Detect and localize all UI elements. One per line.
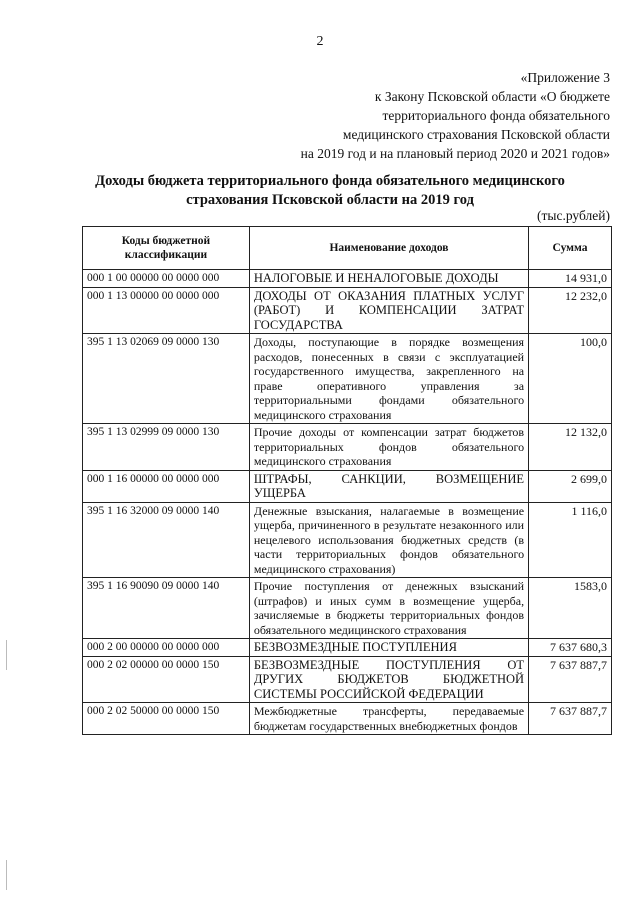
appendix-reference [301,68,610,163]
table-row [83,270,612,288]
appendix-line: территориального фонда обязательного [382,108,610,123]
row-code: 000 1 13 00000 00 0000 000 [83,287,250,334]
table-row [83,502,612,578]
row-sum: 1583,0 [529,578,612,639]
row-sum: 7 637 887,7 [529,703,612,735]
row-sum: 7 637 887,7 [529,656,612,703]
row-code: 395 1 16 32000 09 0000 140 [83,502,250,578]
appendix-line: на 2019 год и на плановый период 2020 и 2021 годов» [300,146,610,161]
row-code: 000 1 16 00000 00 0000 000 [83,470,250,502]
row-name: БЕЗВОЗМЕЗДНЫЕ ПОСТУПЛЕНИЯ ОТ ДРУГИХ БЮДЖЕТОВ БЮДЖЕТНОЙ СИСТЕМЫ РОССИЙСКОЙ ФЕДЕРАЦИИ [249,656,528,703]
row-sum: 12 232,0 [529,287,612,334]
title-line: Доходы бюджета территориального фонда обязательного медицинского [95,173,565,189]
row-code: 395 1 16 90090 09 0000 140 [83,578,250,639]
row-name: Прочие доходы от компенсации затрат бюджетов территориальных фондов обязательного медицинского страхования [249,424,528,471]
table-row [83,578,612,639]
row-sum: 14 931,0 [529,270,612,288]
row-code: 395 1 13 02999 09 0000 130 [83,424,250,471]
table-row [83,639,612,657]
header-code: Коды бюджетной классификации [83,227,250,270]
table-header-row [83,227,612,270]
income-table [82,226,612,735]
row-name: Доходы, поступающие в порядке возмещения расходов, понесенных в связи с эксплуатацией государственного имущества, закрепленного на праве оперативного управления за территориальными фондами обязательного медицинского страхования [249,334,528,424]
row-name: ШТРАФЫ, САНКЦИИ, ВОЗМЕЩЕНИЕ УЩЕРБА [249,470,528,502]
scan-edge-mark [6,860,7,890]
header-name: Наименование доходов [249,227,528,270]
row-name: Межбюджетные трансферты, передаваемые бюджетам государственных внебюджетных фондов [249,703,528,735]
scan-edge-mark [6,640,7,670]
row-name: Денежные взыскания, налагаемые в возмещение ущерба, причиненного в результате незаконного или нецелевого использования бюджетных средств (в части территориальных фондов обязательного медицинского страхования) [249,502,528,578]
row-name: НАЛОГОВЫЕ И НЕНАЛОГОВЫЕ ДОХОДЫ [249,270,528,288]
appendix-line: к Закону Псковской области «О бюджете [374,89,610,104]
row-sum: 1 116,0 [529,502,612,578]
row-code: 000 2 02 00000 00 0000 150 [83,656,250,703]
row-name: ДОХОДЫ ОТ ОКАЗАНИЯ ПЛАТНЫХ УСЛУГ (РАБОТ) И КОМПЕНСАЦИИ ЗАТРАТ ГОСУДАРСТВА [249,287,528,334]
row-code: 000 2 00 00000 00 0000 000 [83,639,250,657]
table-row [83,470,612,502]
appendix-line: «Приложение 3 [520,70,610,85]
page-number: 2 [316,34,324,49]
row-code: 000 2 02 50000 00 0000 150 [83,703,250,735]
row-name: Прочие поступления от денежных взысканий (штрафов) и иных сумм в возмещение ущерба, зачисляемые в бюджеты территориальных фондов обязательного медицинского страхования [249,578,528,639]
table-row [83,287,612,334]
document-title [60,172,600,210]
row-sum: 12 132,0 [529,424,612,471]
row-sum: 100,0 [529,334,612,424]
table-row [83,656,612,703]
table-row [83,703,612,735]
row-code: 395 1 13 02069 09 0000 130 [83,334,250,424]
table-row [83,334,612,424]
table-row [83,424,612,471]
row-sum: 7 637 680,3 [529,639,612,657]
title-line: страхования Псковской области на 2019 год [186,192,474,208]
row-name: БЕЗВОЗМЕЗДНЫЕ ПОСТУПЛЕНИЯ [249,639,528,657]
units-label: (тыс.рублей) [537,208,610,223]
row-code: 000 1 00 00000 00 0000 000 [83,270,250,288]
row-sum: 2 699,0 [529,470,612,502]
appendix-line: медицинского страхования Псковской области [342,127,610,142]
header-sum: Сумма [529,227,612,270]
